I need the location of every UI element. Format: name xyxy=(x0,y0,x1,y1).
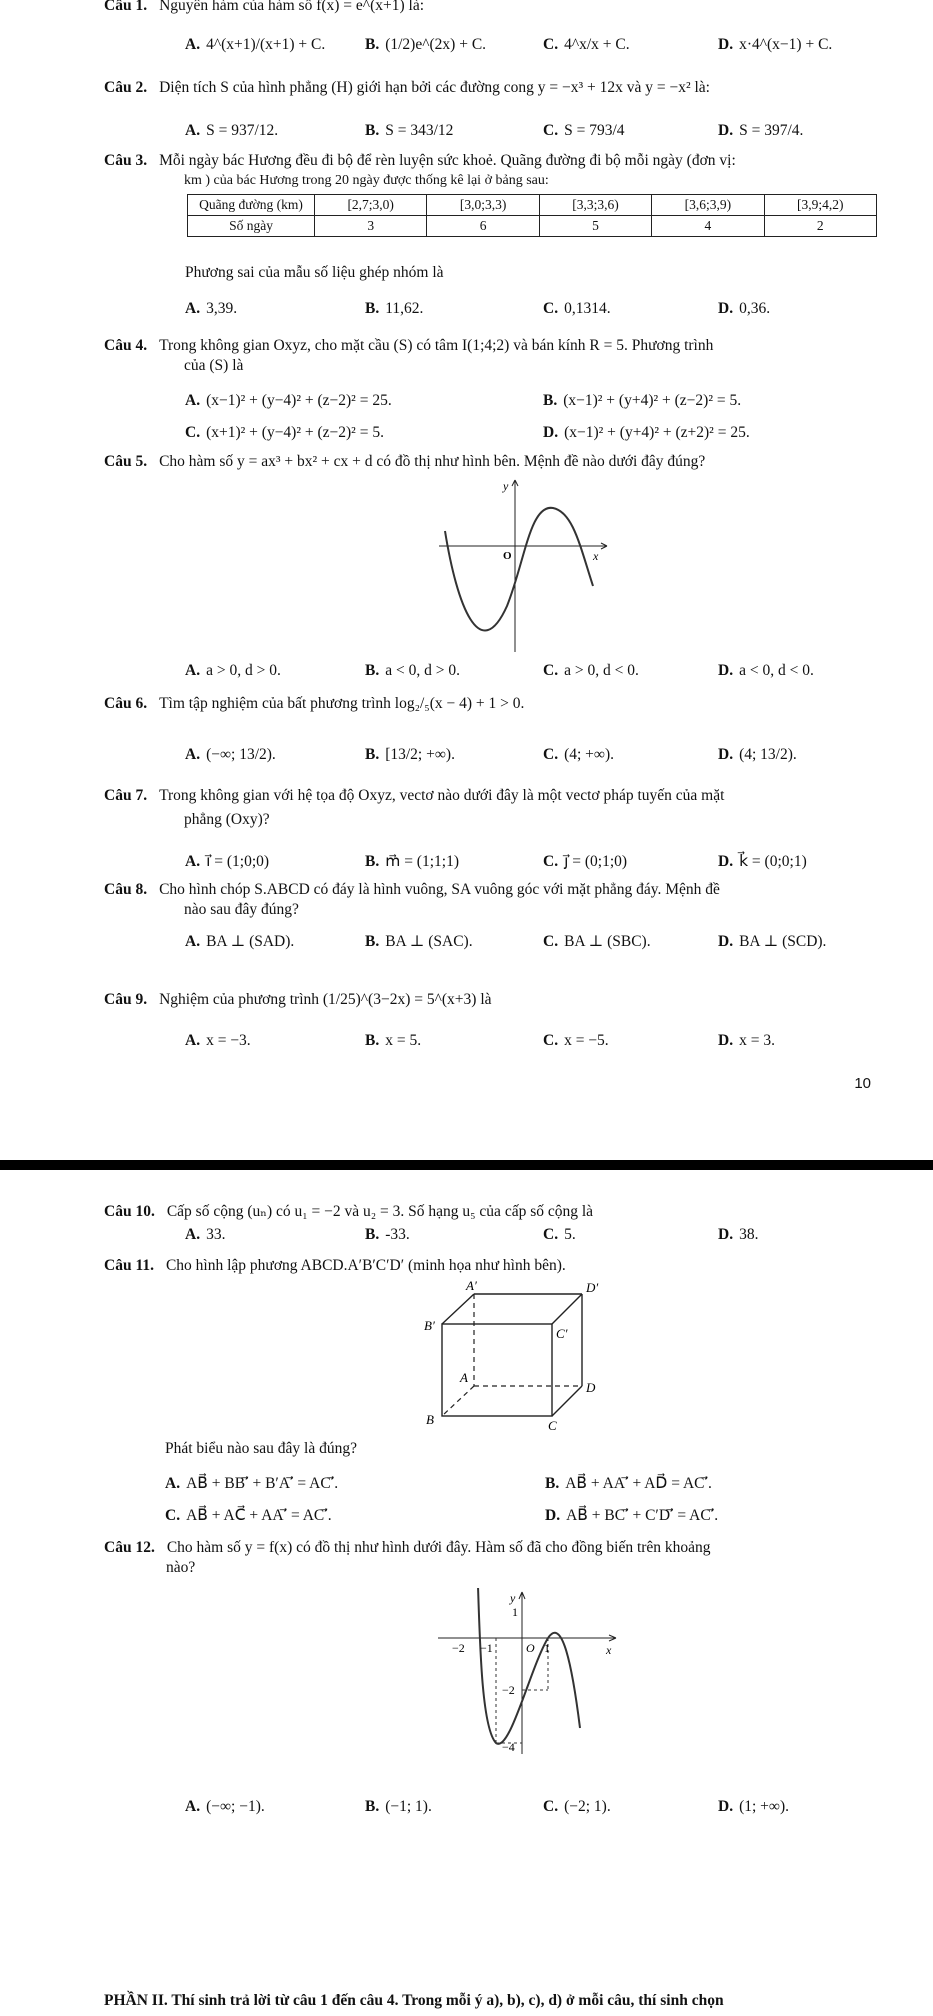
question-number: Câu 10. xyxy=(104,1203,155,1220)
graph-label: y xyxy=(503,479,509,493)
question-1 xyxy=(104,0,873,16)
option-text: (1/2)e^(2x) + C. xyxy=(385,36,487,53)
question-4 xyxy=(104,336,873,376)
option-letter: D. xyxy=(718,662,734,679)
option-text: -33. xyxy=(385,1226,410,1243)
option-text: x·4^(x−1) + C. xyxy=(739,36,833,53)
option-text: S = 793/4 xyxy=(564,122,625,139)
option-letter: A. xyxy=(185,36,201,53)
option-text: (4; +∞). xyxy=(564,746,614,763)
graph-label: x xyxy=(606,1643,612,1657)
option-text: (−∞; 13/2). xyxy=(206,746,276,763)
option-letter: C. xyxy=(543,1032,559,1049)
option-b[interactable] xyxy=(365,746,455,764)
option-c[interactable] xyxy=(543,1032,609,1050)
exam-page-2 xyxy=(0,1170,933,2016)
graph-label: 1 xyxy=(544,1641,550,1655)
option-c[interactable] xyxy=(185,424,384,442)
table-cell: 6 xyxy=(427,216,539,237)
vertex-label: D′ xyxy=(586,1280,599,1295)
option-text: [13/2; +∞). xyxy=(385,746,455,763)
question-text-cont: phẳng (Oxy)? xyxy=(184,811,270,828)
question-7 xyxy=(104,786,873,830)
option-text: 38. xyxy=(739,1226,759,1243)
option-d[interactable] xyxy=(718,852,807,871)
option-letter: D. xyxy=(718,122,734,139)
option-a[interactable] xyxy=(185,932,294,951)
question-number: Câu 5. xyxy=(104,453,148,470)
option-letter: B. xyxy=(365,1032,380,1049)
option-a[interactable] xyxy=(165,1474,338,1493)
option-letter: C. xyxy=(543,1226,559,1243)
option-letter: D. xyxy=(718,36,734,53)
graph-label: −1 xyxy=(480,1641,493,1655)
question-text-cont: km ) của bác Hương trong 20 ngày được thống kê lại ở bảng sau: xyxy=(184,173,549,188)
table-cell: [3,6;3,9) xyxy=(652,195,764,216)
graph-label: −2 xyxy=(502,1683,515,1697)
option-text: BA ⊥ (SBC). xyxy=(564,933,651,950)
option-letter: B. xyxy=(365,662,380,679)
vertex-label: B xyxy=(426,1412,434,1427)
option-text: (x−1)² + (y+4)² + (z−2)² = 5. xyxy=(563,392,742,409)
option-d[interactable] xyxy=(718,300,770,318)
edge xyxy=(552,1294,582,1324)
option-letter: B. xyxy=(365,1798,380,1815)
option-c[interactable] xyxy=(543,36,630,54)
option-c[interactable] xyxy=(543,1226,576,1244)
option-letter: B. xyxy=(543,392,558,409)
option-b[interactable] xyxy=(365,852,459,871)
option-letter: B. xyxy=(365,36,380,53)
table-header-cell: Quãng đường (km) xyxy=(188,195,315,216)
option-text: x = 3. xyxy=(739,1032,775,1049)
function-graph xyxy=(430,1588,620,1758)
graph-label: O xyxy=(503,550,512,562)
option-letter: D. xyxy=(718,933,734,950)
option-letter: A. xyxy=(165,1475,181,1492)
graph-label: O xyxy=(526,1641,535,1655)
question-text: Cho hình lập phương ABCD.A′B′C′D′ (minh họa như hình bên). xyxy=(165,1257,566,1274)
question-text: Cấp số cộng (uₙ) có u₁ = −2 và u₂ = 3. Số hạng u₅ của cấp số cộng là xyxy=(166,1203,594,1220)
option-c[interactable] xyxy=(543,300,611,318)
cubic-graph xyxy=(435,476,610,656)
option-text: AB⃗ + AC⃗ + AA′⃗ = AC′⃗. xyxy=(186,1507,332,1524)
option-a[interactable] xyxy=(185,392,392,410)
question-11-prompt: Phát biểu nào sau đây là đúng? xyxy=(165,1440,357,1457)
option-letter: C. xyxy=(543,662,559,679)
question-text: Trong không gian Oxyz, cho mặt cầu (S) có tâm I(1;4;2) và bán kính R = 5. Phương trình xyxy=(159,337,714,354)
option-letter: B. xyxy=(545,1475,560,1492)
question-number: Câu 2. xyxy=(104,79,148,96)
option-text: 11,62. xyxy=(385,300,424,317)
function-curve xyxy=(478,1588,580,1744)
option-a[interactable] xyxy=(185,36,325,54)
page-number: 10 xyxy=(854,1075,871,1092)
axis-arrows xyxy=(519,1592,616,1641)
option-letter: D. xyxy=(718,1798,734,1815)
option-text: AB⃗ + BB′⃗ + B′A′⃗ = AC′⃗. xyxy=(186,1475,339,1492)
option-b[interactable] xyxy=(545,1474,712,1493)
option-text: a < 0, d > 0. xyxy=(385,662,460,679)
vertex-label: B′ xyxy=(424,1318,435,1333)
option-d[interactable] xyxy=(718,36,832,54)
option-text: BA ⊥ (SAC). xyxy=(385,933,473,950)
option-d[interactable] xyxy=(718,932,826,951)
option-b[interactable] xyxy=(543,392,741,410)
question-number: Câu 1. xyxy=(104,0,148,14)
option-d[interactable] xyxy=(543,424,750,442)
option-d[interactable] xyxy=(718,1798,789,1816)
question-number: Câu 6. xyxy=(104,695,148,712)
frequency-table xyxy=(187,194,877,237)
option-text: (x+1)² + (y−4)² + (z−2)² = 5. xyxy=(206,424,384,441)
option-letter: C. xyxy=(185,424,201,441)
question-text-cont: nào sau đây đúng? xyxy=(184,901,299,918)
question-9 xyxy=(104,990,873,1010)
option-b[interactable] xyxy=(365,122,453,140)
option-letter: C. xyxy=(165,1507,181,1524)
option-letter: D. xyxy=(718,1226,734,1243)
option-text: BA ⊥ (SAD). xyxy=(206,933,295,950)
question-number: Câu 9. xyxy=(104,991,148,1008)
option-text: x = −3. xyxy=(206,1032,251,1049)
option-text: 4^(x+1)/(x+1) + C. xyxy=(206,36,326,53)
edge xyxy=(442,1294,474,1324)
option-text: (−1; 1). xyxy=(385,1798,432,1815)
graph-label: −2 xyxy=(452,1641,465,1655)
question-text: Cho hình chóp S.ABCD có đáy là hình vuông, SA vuông góc với mặt phẳng đáy. Mệnh đề xyxy=(159,881,720,898)
option-text: 33. xyxy=(206,1226,226,1243)
option-text: j⃗ = (0;1;0) xyxy=(564,853,628,870)
option-text: BA ⊥ (SCD). xyxy=(739,933,827,950)
option-b[interactable] xyxy=(365,1226,410,1244)
question-3-prompt: Phương sai của mẫu số liệu ghép nhóm là xyxy=(185,264,444,281)
option-letter: A. xyxy=(185,1032,201,1049)
option-c[interactable] xyxy=(543,932,651,951)
option-c[interactable] xyxy=(543,746,614,764)
option-letter: B. xyxy=(365,853,380,870)
question-text: Cho hàm số y = f(x) có đồ thị như hình dưới đây. Hàm số đã cho đồng biến trên khoảng xyxy=(166,1539,711,1556)
option-letter: D. xyxy=(718,300,734,317)
axis-arrows xyxy=(512,480,607,549)
vertex-label: A′ xyxy=(466,1280,477,1293)
vertex-label: D xyxy=(586,1380,596,1395)
option-a[interactable] xyxy=(185,1032,251,1050)
option-d[interactable] xyxy=(718,662,814,680)
vertex-label: A xyxy=(460,1370,468,1385)
option-letter: C. xyxy=(543,853,559,870)
option-b[interactable] xyxy=(365,36,486,54)
option-letter: C. xyxy=(543,300,559,317)
question-11 xyxy=(104,1256,873,1276)
question-number: Câu 8. xyxy=(104,881,148,898)
edge xyxy=(552,1386,582,1416)
option-c[interactable] xyxy=(543,852,627,871)
question-text: Diện tích S của hình phẳng (H) giới hạn bởi các đường cong y = −x³ + 12x và y = −x² là: xyxy=(159,79,710,96)
question-number: Câu 3. xyxy=(104,152,148,169)
question-text: Trong không gian với hệ tọa độ Oxyz, vectơ nào dưới đây là một vectơ pháp tuyến của mặt xyxy=(159,787,725,804)
question-text: Nguyên hàm của hàm số f(x) = e^(x+1) là: xyxy=(159,0,425,14)
option-letter: A. xyxy=(185,122,201,139)
option-text: 0,36. xyxy=(739,300,771,317)
option-letter: A. xyxy=(185,746,201,763)
table-cell: 5 xyxy=(539,216,651,237)
graph-label: −4 xyxy=(502,1740,515,1754)
option-c[interactable] xyxy=(543,122,625,140)
graph-label: x xyxy=(593,549,599,563)
question-10 xyxy=(104,1202,873,1222)
option-b[interactable] xyxy=(365,662,460,680)
table-cell: [3,9;4,2) xyxy=(764,195,876,216)
question-number: Câu 12. xyxy=(104,1539,155,1556)
front-face xyxy=(442,1324,552,1416)
option-b[interactable] xyxy=(365,1032,421,1050)
option-text: S = 937/12. xyxy=(206,122,279,139)
option-letter: D. xyxy=(545,1507,561,1524)
table-cell: [2,7;3,0) xyxy=(315,195,427,216)
option-letter: D. xyxy=(718,1032,734,1049)
cube-figure xyxy=(410,1280,630,1430)
question-number: Câu 4. xyxy=(104,337,148,354)
option-text: (1; +∞). xyxy=(739,1798,789,1815)
option-text: i⃗ = (1;0;0) xyxy=(206,853,270,870)
option-text: S = 343/12 xyxy=(385,122,454,139)
option-d[interactable] xyxy=(718,1226,758,1244)
vertex-label: C xyxy=(548,1418,557,1430)
table-row xyxy=(188,195,877,216)
question-number: Câu 11. xyxy=(104,1257,154,1274)
option-text: AB⃗ + BC′⃗ + C′D′⃗ = AC′⃗. xyxy=(566,1507,719,1524)
option-text: (−∞; −1). xyxy=(206,1798,265,1815)
option-text: S = 397/4. xyxy=(739,122,804,139)
option-letter: B. xyxy=(365,746,380,763)
question-text: Tìm tập nghiệm của bất phương trình log₂/₅(x − 4) + 1 > 0. xyxy=(159,695,525,712)
option-text: 0,1314. xyxy=(564,300,611,317)
option-a[interactable] xyxy=(185,1226,225,1244)
option-letter: D. xyxy=(718,746,734,763)
option-d[interactable] xyxy=(718,746,797,764)
table-row xyxy=(188,216,877,237)
option-text: a < 0, d < 0. xyxy=(739,662,814,679)
option-a[interactable] xyxy=(185,1798,265,1816)
hidden-edge xyxy=(442,1386,474,1416)
question-5 xyxy=(104,452,873,472)
option-c[interactable] xyxy=(543,1798,611,1816)
option-text: 5. xyxy=(564,1226,576,1243)
option-text: 3,39. xyxy=(206,300,238,317)
option-text: k⃗ = (0;0;1) xyxy=(739,853,807,870)
option-letter: A. xyxy=(185,1798,201,1815)
part-2-heading: PHẦN II. Thí sinh trả lời từ câu 1 đến câu 4. Trong mỗi ý a), b), c), d) ở mỗi câu, thí sinh chọn xyxy=(104,1992,724,2009)
option-letter: B. xyxy=(365,122,380,139)
option-text: (4; 13/2). xyxy=(739,746,797,763)
question-12 xyxy=(104,1538,873,1578)
question-3 xyxy=(104,151,873,191)
option-letter: B. xyxy=(365,1226,380,1243)
option-a[interactable] xyxy=(185,122,278,140)
option-text: (x−1)² + (y+4)² + (z+2)² = 25. xyxy=(564,424,750,441)
option-d[interactable] xyxy=(718,1032,775,1050)
question-text-cont: của (S) là xyxy=(184,357,244,374)
question-8 xyxy=(104,880,873,920)
option-text: m⃗ = (1;1;1) xyxy=(385,853,459,870)
option-d[interactable] xyxy=(718,122,803,140)
option-text: 4^x/x + C. xyxy=(564,36,630,53)
option-b[interactable] xyxy=(365,1798,432,1816)
option-text: a > 0, d < 0. xyxy=(564,662,639,679)
table-cell: 3 xyxy=(315,216,427,237)
option-letter: B. xyxy=(365,300,380,317)
question-text-cont: nào? xyxy=(166,1559,196,1576)
option-text: (x−1)² + (y−4)² + (z−2)² = 25. xyxy=(206,392,392,409)
option-b[interactable] xyxy=(365,932,473,951)
vertex-label: C′ xyxy=(556,1326,568,1341)
question-number: Câu 7. xyxy=(104,787,148,804)
question-text: Cho hàm số y = ax³ + bx² + cx + d có đồ thị như hình bên. Mệnh đề nào dưới đây đúng? xyxy=(159,453,706,470)
option-text: x = −5. xyxy=(564,1032,609,1049)
table-header-cell: Số ngày xyxy=(188,216,315,237)
question-text: Nghiệm của phương trình (1/25)^(3−2x) = 5^(x+3) là xyxy=(159,991,492,1008)
table-cell: 2 xyxy=(764,216,876,237)
table-cell: 4 xyxy=(652,216,764,237)
option-letter: A. xyxy=(185,933,201,950)
option-letter: A. xyxy=(185,853,201,870)
option-letter: D. xyxy=(543,424,559,441)
option-letter: C. xyxy=(543,1798,559,1815)
option-d[interactable] xyxy=(545,1506,718,1525)
option-a[interactable] xyxy=(185,662,281,680)
option-b[interactable] xyxy=(365,300,423,318)
option-a[interactable] xyxy=(185,746,276,764)
option-text: (−2; 1). xyxy=(564,1798,611,1815)
option-letter: A. xyxy=(185,1226,201,1243)
table-cell: [3,3;3,6) xyxy=(539,195,651,216)
option-c[interactable] xyxy=(543,662,639,680)
option-letter: D. xyxy=(718,853,734,870)
option-a[interactable] xyxy=(185,852,269,871)
option-letter: C. xyxy=(543,122,559,139)
question-text: Mỗi ngày bác Hương đều đi bộ để rèn luyện sức khoẻ. Quãng đường đi bộ mỗi ngày (đơn vị: xyxy=(159,152,736,169)
option-text: x = 5. xyxy=(385,1032,422,1049)
option-letter: A. xyxy=(185,662,201,679)
option-text: a > 0, d > 0. xyxy=(206,662,281,679)
option-c[interactable] xyxy=(165,1506,332,1525)
option-letter: C. xyxy=(543,36,559,53)
option-letter: C. xyxy=(543,933,559,950)
option-a[interactable] xyxy=(185,300,237,318)
option-text: AB⃗ + AA′⃗ + AD⃗ = AC′⃗. xyxy=(565,1475,712,1492)
option-letter: B. xyxy=(365,933,380,950)
question-6 xyxy=(104,694,873,714)
cubic-curve xyxy=(445,508,593,631)
question-2 xyxy=(104,78,873,98)
graph-label: y xyxy=(510,1591,516,1605)
table-cell: [3,0;3,3) xyxy=(427,195,539,216)
graph-label: 1 xyxy=(512,1605,518,1619)
option-letter: C. xyxy=(543,746,559,763)
option-letter: A. xyxy=(185,300,201,317)
option-letter: A. xyxy=(185,392,201,409)
